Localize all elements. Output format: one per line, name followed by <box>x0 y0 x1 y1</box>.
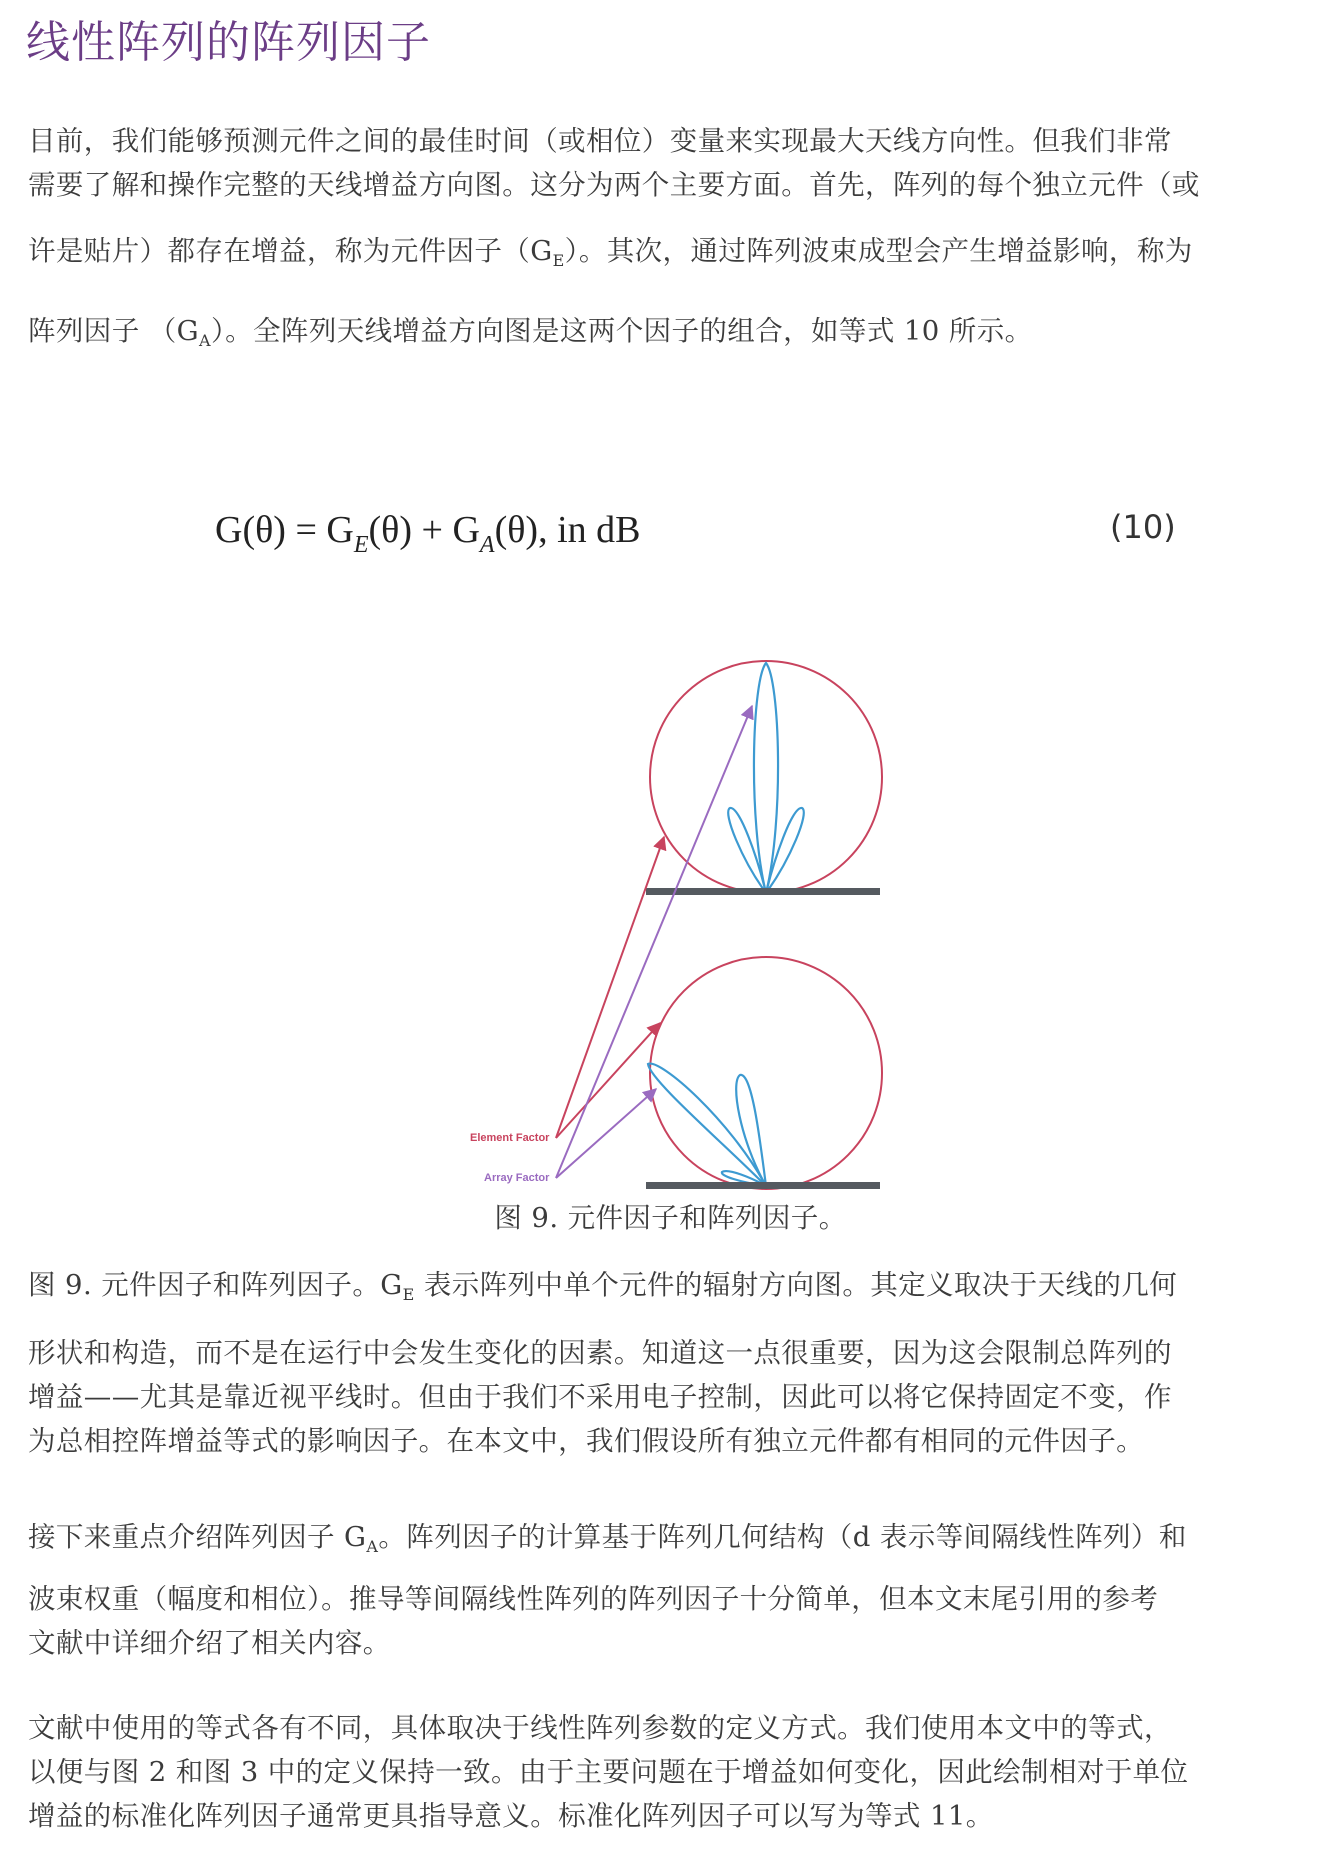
ground-plane-top <box>646 888 880 895</box>
paragraph-element-factor <box>28 1262 1328 1462</box>
text-line <box>28 308 1328 350</box>
figure-9-diagram <box>0 640 1341 1220</box>
text-line: 为总相控阵增益等式的影响因子。在本文中，我们假设所有独立元件都有相同的元件因子。 <box>28 1425 1144 1457</box>
element-factor-circle-bottom <box>650 957 882 1189</box>
subscript: A <box>366 1537 379 1556</box>
page-title: 线性阵列的阵列因子 <box>26 17 431 68</box>
text-segment: ）。其次，通过阵列波束成型会产生增益影响，称为 <box>564 235 1193 267</box>
paragraph-intro <box>28 118 1328 350</box>
equation-10 <box>215 508 640 559</box>
side-lobe-right-top <box>766 808 804 893</box>
text-line: 目前，我们能够预测元件之间的最佳时间（或相位）变量来实现最大天线方向性。但我们非常 <box>28 125 1172 157</box>
text-line: 以便与图 2 和图 3 中的定义保持一致。由于主要问题在于增益如何变化，因此绘制相对于单位 <box>28 1756 1189 1788</box>
array-factor-label: Array Factor <box>484 1172 550 1184</box>
text-line: 波束权重（幅度和相位）。推导等间隔线性阵列的阵列因子十分简单，但本文末尾引用的参考 <box>28 1583 1159 1615</box>
text-segment: 接下来重点介绍阵列因子 G <box>28 1521 367 1553</box>
element-factor-label: Element Factor <box>470 1132 550 1144</box>
text-line <box>28 228 1328 308</box>
text-segment: 阵列因子 （G <box>28 315 200 347</box>
element-factor-arrow-bottom <box>556 1023 660 1138</box>
array-factor-arrow-bottom <box>556 1089 656 1178</box>
text-line <box>28 1262 1328 1330</box>
equation-number: (10) <box>1110 508 1176 546</box>
subscript: E <box>552 251 565 270</box>
side-lobe-left-top <box>728 808 766 893</box>
subscript-e: E <box>353 532 369 558</box>
text-line: 增益的标准化阵列因子通常更具指导意义。标准化阵列因子可以写为等式 11。 <box>28 1800 994 1832</box>
paragraph-normalized <box>28 1705 1328 1837</box>
figure-caption: 图 9. 元件因子和阵列因子。 <box>494 1202 847 1234</box>
equation-part: (θ) + G <box>368 509 480 551</box>
element-factor-circle-top <box>650 661 882 893</box>
text-line: 文献中使用的等式各有不同，具体取决于线性阵列参数的定义方式。我们使用本文中的等式， <box>28 1712 1172 1744</box>
text-line: 形状和构造，而不是在运行中会发生变化的因素。知道这一点很重要，因为这会限制总阵列的 <box>28 1337 1172 1369</box>
equation-part: G(θ) = G <box>215 509 354 551</box>
paragraph-array-factor <box>28 1514 1328 1664</box>
element-factor-arrow-top <box>556 837 664 1138</box>
side-lobe-bottom <box>736 1075 766 1186</box>
subscript-a: A <box>479 532 495 558</box>
text-line: 文献中详细介绍了相关内容。 <box>28 1627 391 1659</box>
subscript: A <box>199 331 211 350</box>
text-line <box>28 1514 1328 1576</box>
main-lobe-top <box>754 663 778 893</box>
text-segment: 表示阵列中单个元件的辐射方向图。其定义取决于天线的几何 <box>414 1269 1178 1301</box>
ground-plane-bottom <box>646 1182 880 1189</box>
text-segment: 。阵列因子的计算基于阵列几何结构（d 表示等间隔线性阵列）和 <box>378 1521 1187 1553</box>
array-factor-arrow-top <box>556 706 752 1178</box>
text-segment: 图 9. 元件因子和阵列因子。G <box>28 1269 403 1301</box>
text-line: 增益——尤其是靠近视平线时。但由于我们不采用电子控制，因此可以将它保持固定不变，作 <box>28 1381 1172 1413</box>
equation-part: (θ), in dB <box>494 509 641 551</box>
subscript: E <box>402 1285 415 1304</box>
text-segment: 许是贴片）都存在增益，称为元件因子（G <box>28 235 553 267</box>
text-segment: ）。全阵列天线增益方向图是这两个因子的组合，如等式 10 所示。 <box>210 315 1033 347</box>
text-line: 需要了解和操作完整的天线增益方向图。这分为两个主要方面。首先，阵列的每个独立元件（或 <box>28 169 1200 201</box>
